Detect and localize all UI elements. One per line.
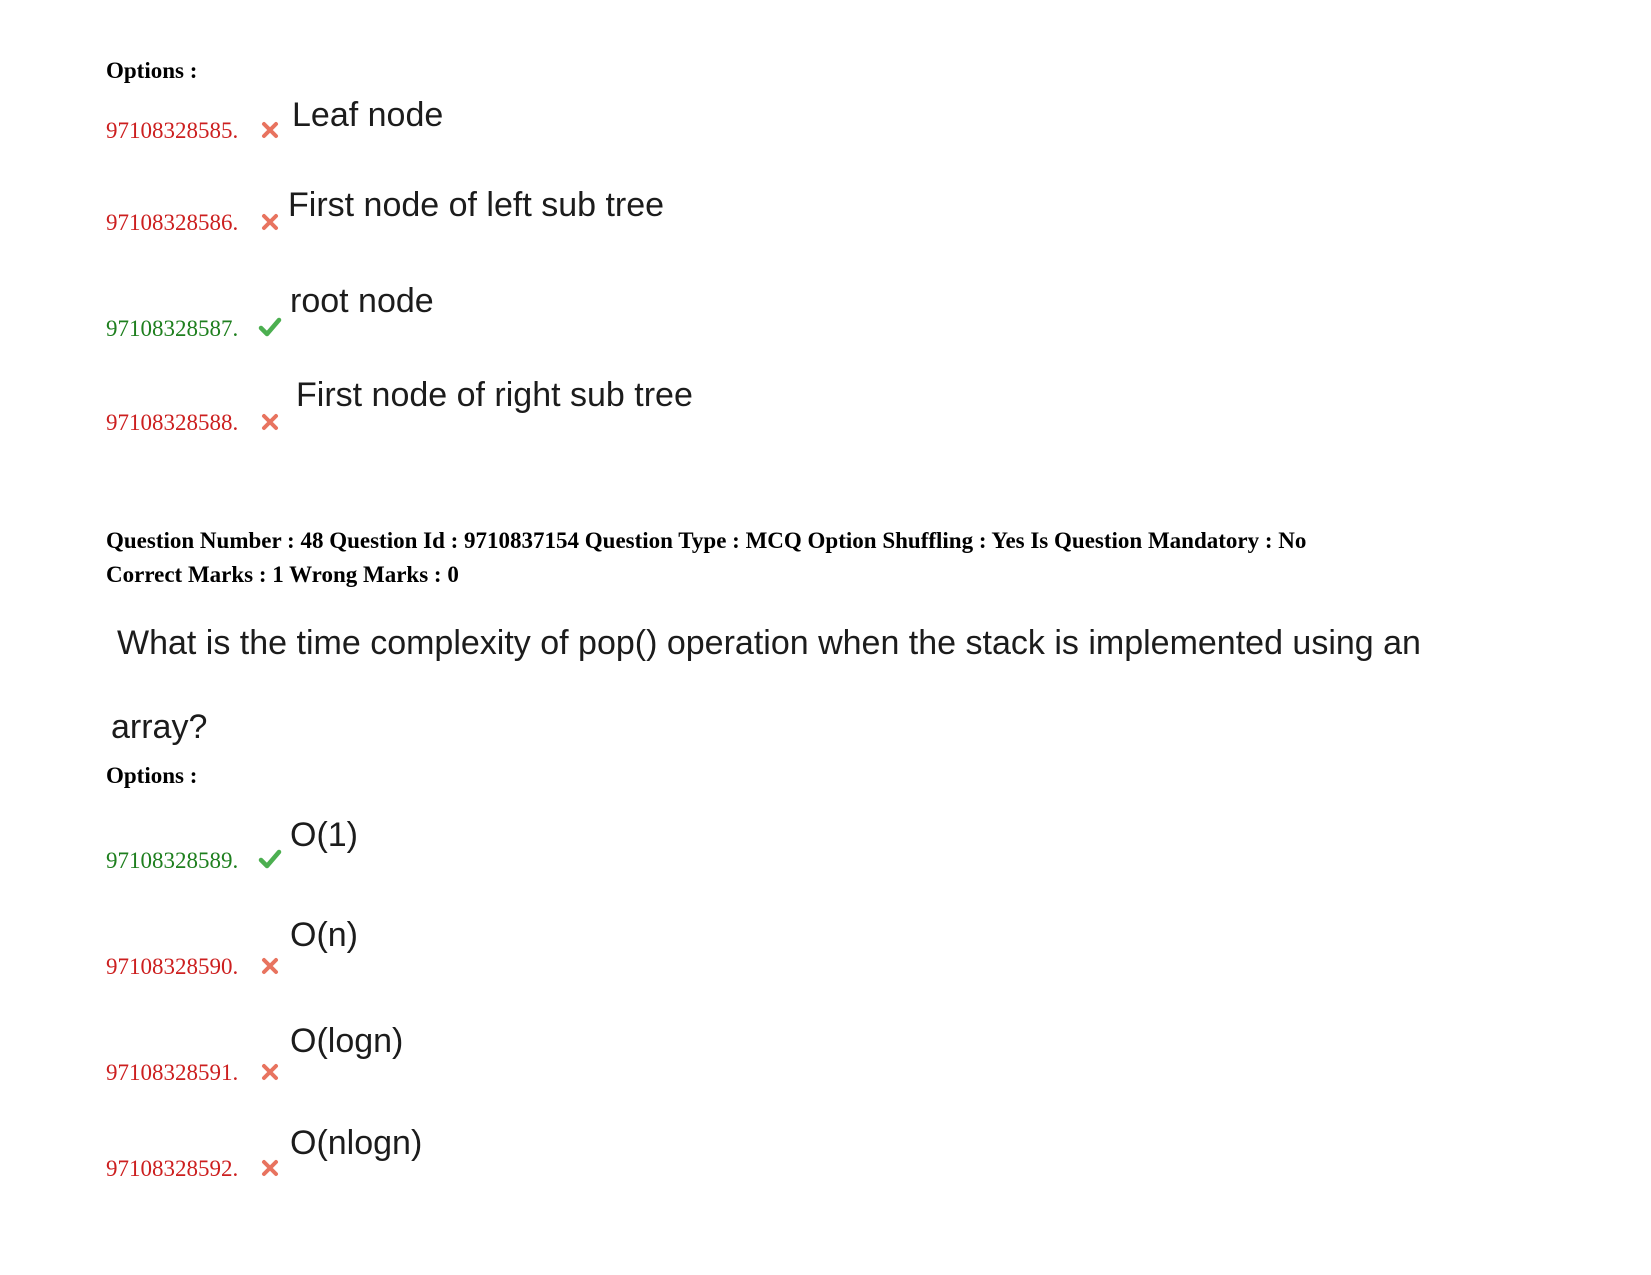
option-text: First node of left sub tree [288, 186, 665, 224]
cross-icon [260, 120, 280, 140]
option-id: 97108328585. [106, 118, 239, 143]
option-row [106, 376, 906, 440]
option-text: O(n) [290, 916, 358, 954]
option-id: 97108328586. [106, 210, 239, 235]
question-text-line: array? [111, 708, 208, 746]
option-row [106, 1022, 906, 1086]
option-row [106, 916, 906, 980]
option-row [106, 188, 906, 248]
question-text-line: What is the time complexity of pop() operation when the stack is implemented using an [117, 624, 1421, 662]
question-meta-line: Question Number : 48 Question Id : 9710837154 Question Type : MCQ Option Shuffling : Yes Is Question Mandatory : No [106, 528, 1307, 553]
option-id: 97108328589. [106, 848, 239, 873]
cross-icon [260, 412, 280, 432]
option-id: 97108328587. [106, 316, 239, 341]
option-row [106, 816, 906, 882]
question-meta [106, 524, 1546, 592]
option-id: 97108328591. [106, 1060, 239, 1085]
option-text: Leaf node [292, 96, 444, 134]
option-id: 97108328592. [106, 1156, 239, 1181]
cross-icon [260, 212, 280, 232]
option-text: O(logn) [290, 1022, 404, 1060]
option-row [106, 1124, 906, 1190]
cross-icon [260, 1158, 280, 1178]
check-icon [258, 848, 282, 870]
option-text: First node of right sub tree [296, 376, 693, 414]
option-text: O(nlogn) [290, 1124, 423, 1162]
cross-icon [260, 956, 280, 976]
option-row [106, 282, 906, 346]
check-icon [258, 316, 282, 338]
question-marks-line: Correct Marks : 1 Wrong Marks : 0 [106, 562, 459, 587]
option-id: 97108328588. [106, 410, 239, 435]
options-heading: Options : [106, 58, 198, 83]
option-row [106, 96, 906, 156]
option-id: 97108328590. [106, 954, 239, 979]
option-text: O(1) [290, 816, 358, 854]
options-heading: Options : [106, 763, 198, 788]
cross-icon [260, 1062, 280, 1082]
option-text: root node [290, 282, 434, 320]
